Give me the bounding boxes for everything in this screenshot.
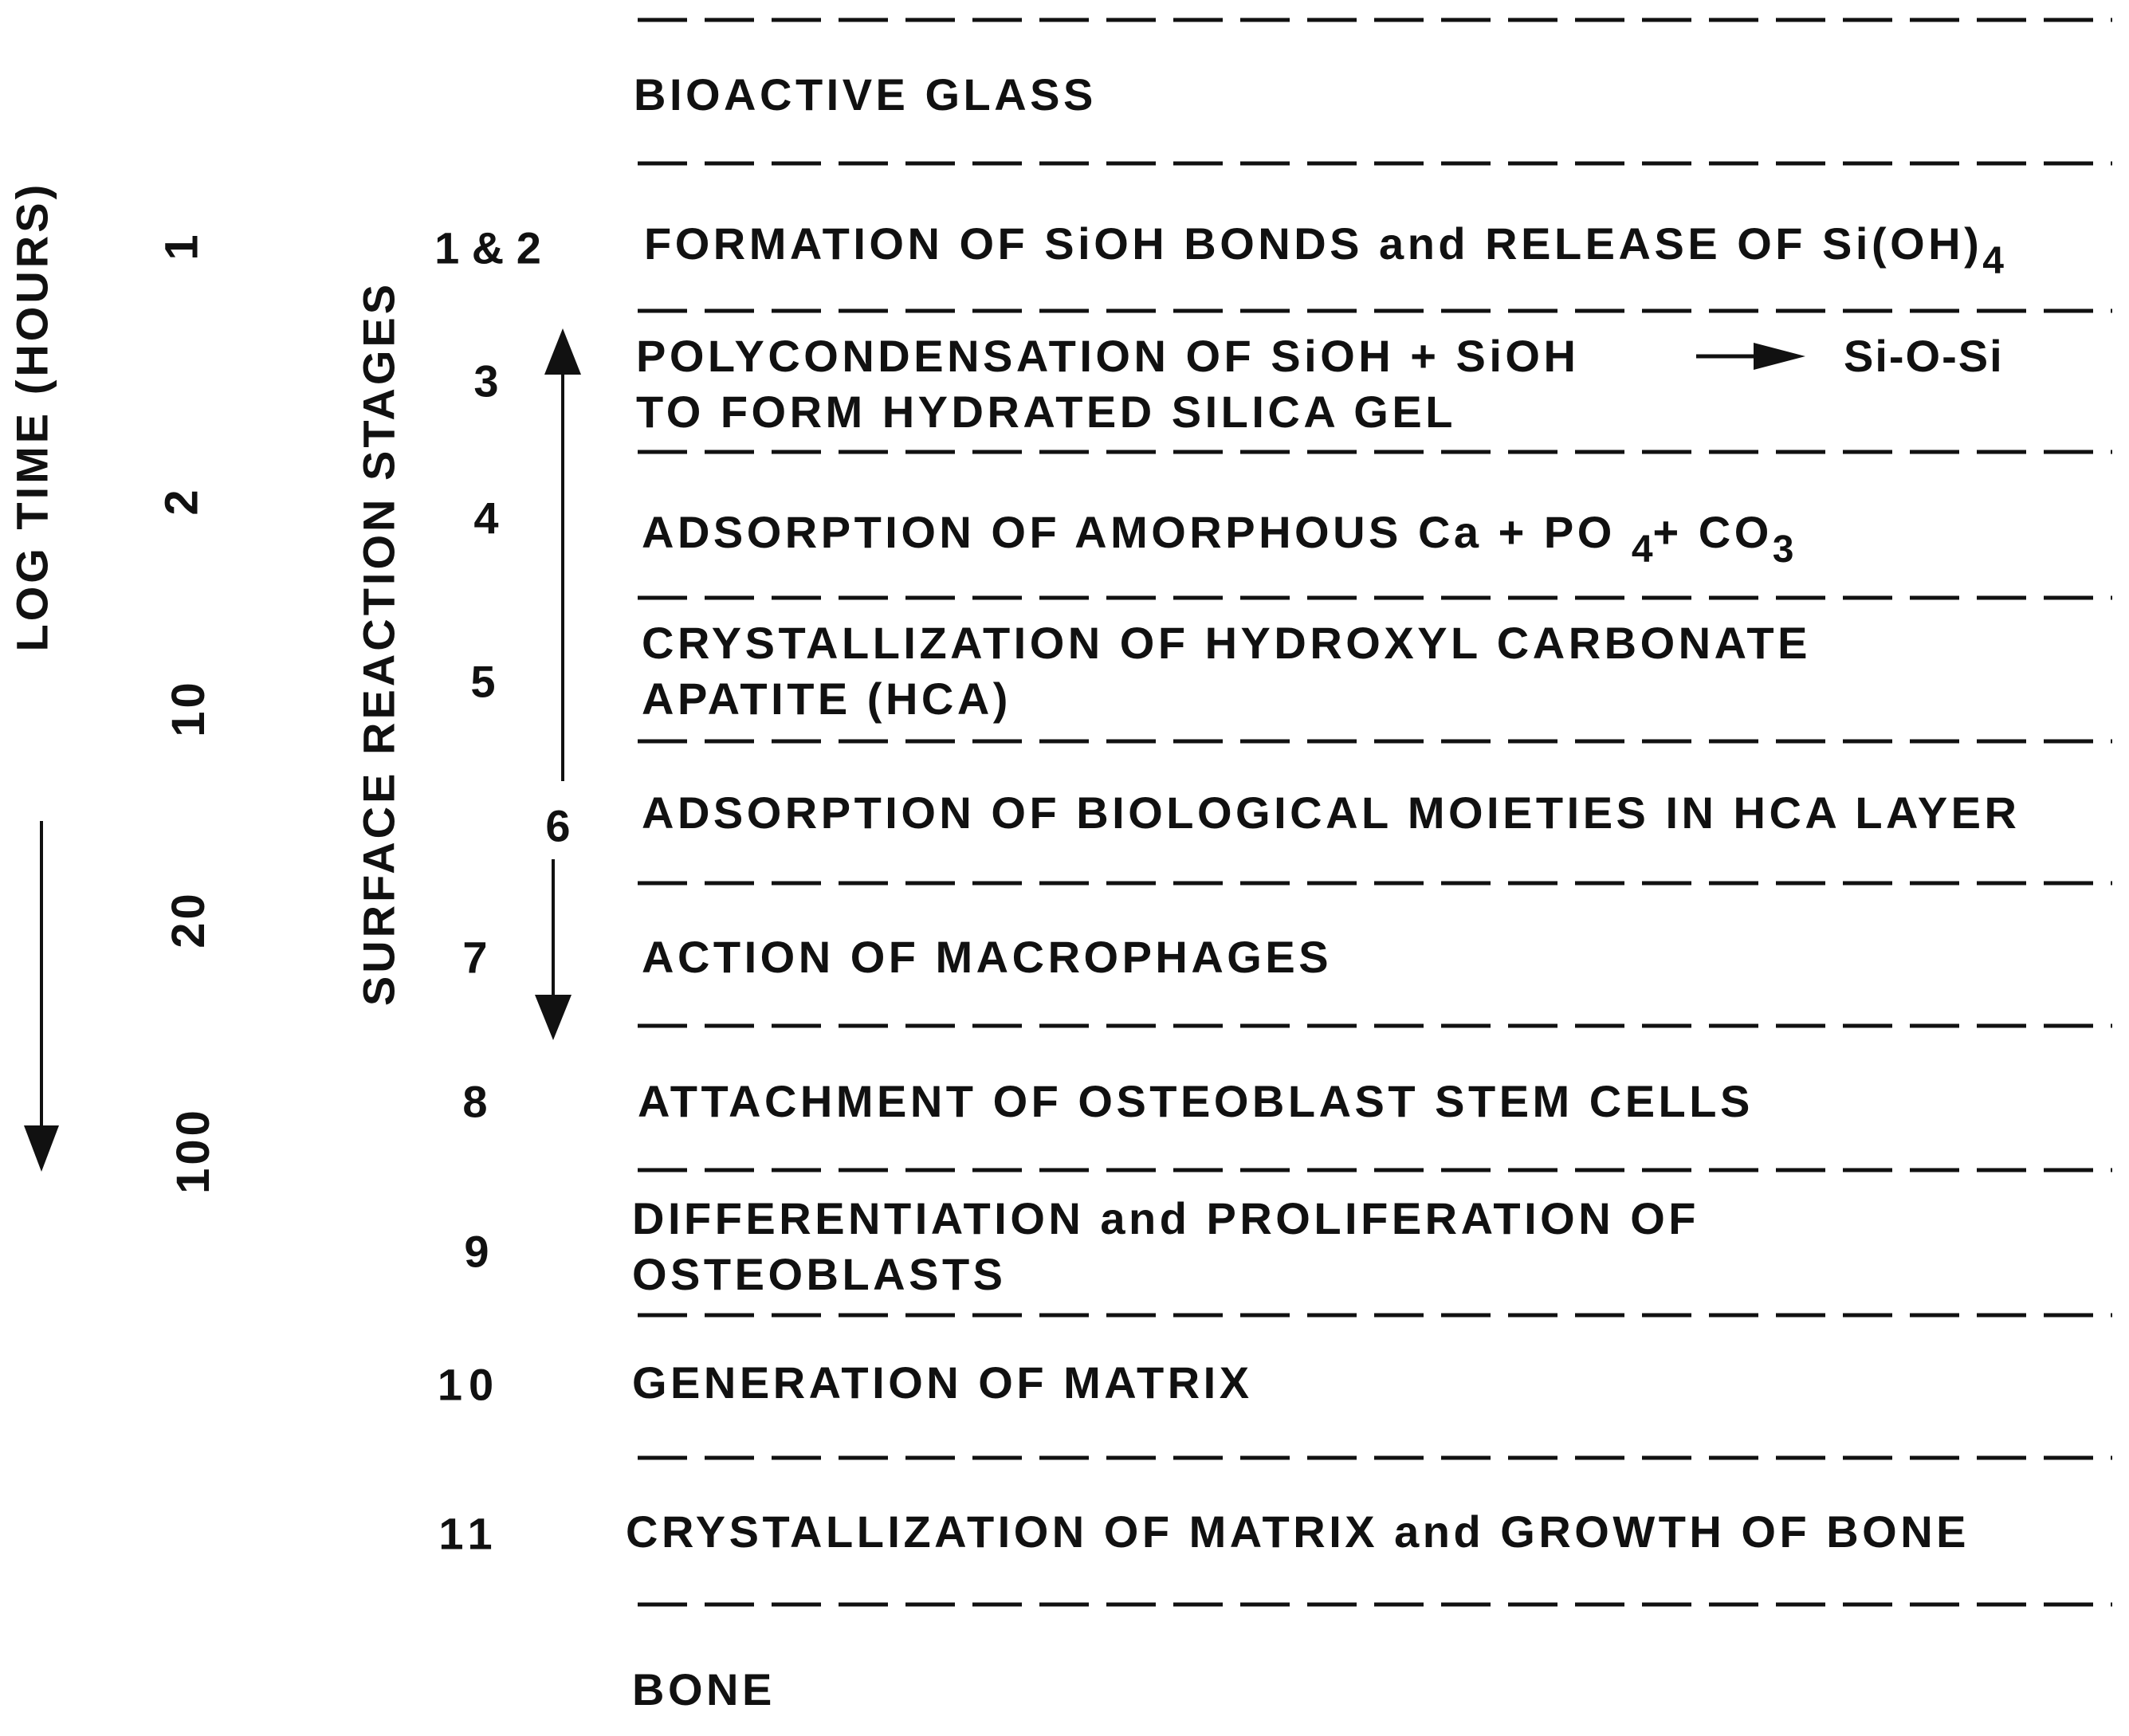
stage-9-line1: DIFFERENTIATION and PROLIFERATION OF: [632, 1193, 1699, 1243]
log-time-title: LOG TIME (HOURS): [6, 181, 57, 652]
stage-11-text: CRYSTALLIZATION OF MATRIX and GROWTH OF BONE: [626, 1506, 1970, 1557]
stage-number: 10: [437, 1359, 501, 1410]
stage-5-line2: APATITE (HCA): [642, 674, 1011, 724]
time-tick-100: 100: [167, 1107, 219, 1194]
stage-10-text: GENERATION OF MATRIX: [632, 1357, 1253, 1408]
reaction-arrow-head: [1754, 343, 1805, 370]
stage-number: 5: [470, 656, 496, 707]
stage-7-text: ACTION OF MACROPHAGES: [642, 932, 1333, 982]
surface-reaction-stages-title: SURFACE REACTION STAGES: [353, 281, 404, 1007]
stage-4-subscript-2: 3: [1772, 528, 1794, 571]
stage-number: 6: [545, 800, 571, 851]
time-tick-2: 2: [155, 486, 208, 516]
stage-number: 1 & 2: [434, 222, 541, 273]
stage-4-main: ADSORPTION OF AMORPHOUS Ca + PO: [642, 507, 1616, 557]
stage-number: 4: [473, 493, 499, 544]
stage-8-text: ATTACHMENT OF OSTEOBLAST STEM CELLS: [638, 1076, 1754, 1126]
stage-number: 9: [464, 1226, 489, 1277]
bioactive-glass-label: BIOACTIVE GLASS: [634, 69, 1097, 120]
stage-up-arrow-head: [544, 328, 581, 375]
stage-number: 11: [438, 1508, 499, 1559]
stage-9-line2: OSTEOBLASTS: [632, 1249, 1007, 1299]
stage-4-subscript-1: 4: [1631, 528, 1653, 571]
stage-3-line1: POLYCONDENSATION OF SiOH + SiOH: [636, 331, 1580, 381]
time-tick-20: 20: [162, 890, 214, 949]
log-time-arrow-head: [24, 1125, 59, 1172]
stage-3-line2: TO FORM HYDRATED SILICA GEL: [636, 387, 1456, 437]
stage-1-2-subscript: 4: [1982, 240, 2004, 282]
stage-down-arrow-head: [535, 995, 572, 1040]
stage-number: 3: [473, 355, 499, 407]
stage-3-product: Si-O-Si: [1844, 331, 2004, 381]
stage-1-2-main: FORMATION OF SiOH BONDS and RELEASE OF Si(OH): [644, 218, 1983, 269]
stage-6-text: ADSORPTION OF BIOLOGICAL MOIETIES IN HCA LAYER: [642, 787, 2021, 838]
time-tick-10: 10: [162, 679, 214, 737]
stage-number: 7: [462, 932, 488, 983]
stage-number: 8: [462, 1076, 488, 1127]
stage-5-line1: CRYSTALLIZATION OF HYDROXYL CARBONATE: [642, 618, 1811, 668]
stage-4-co: + CO: [1652, 507, 1773, 557]
time-tick-1: 1: [155, 231, 208, 261]
bone-label: BONE: [632, 1664, 776, 1714]
stage-1-2-text: [644, 216, 2004, 289]
stage-4-text: [642, 505, 1794, 578]
